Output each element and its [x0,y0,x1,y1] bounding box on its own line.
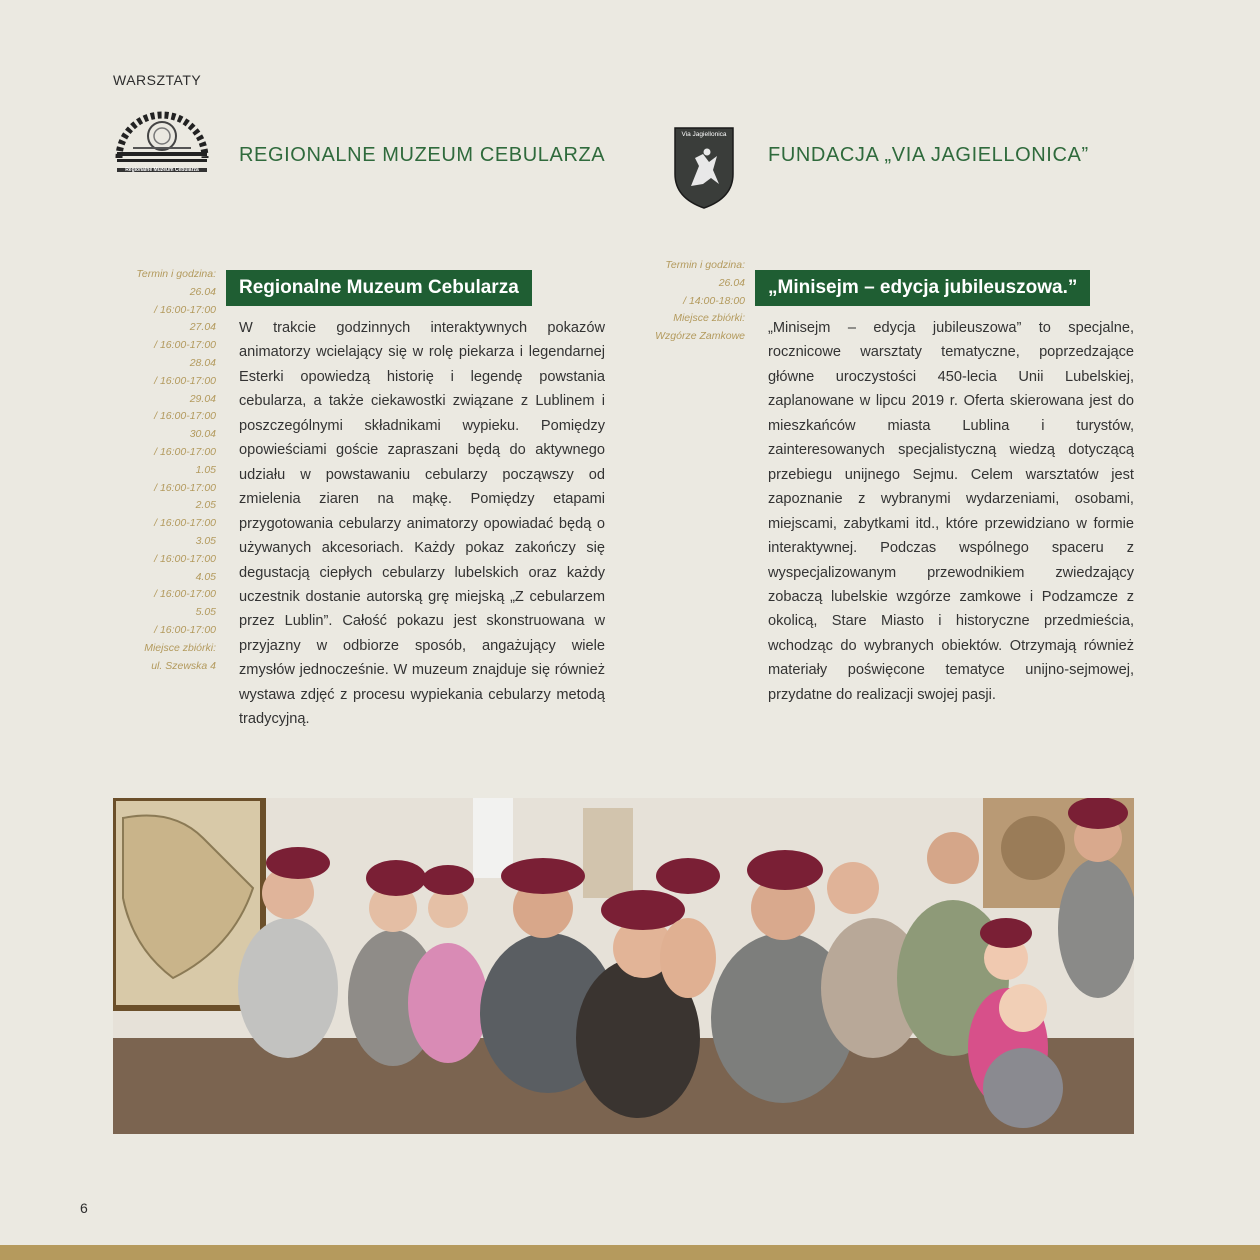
via-logo-caption: Via Jagiellonica [681,131,727,138]
meta-line: 26.04 [718,276,745,289]
meta-line: 3.05 [195,534,216,547]
left-event-description: W trakcie godzinnych interaktywnych pokazów animatorzy wcielający się w rolę piekarza i legendarnej Esterki opowiedzą historię i legendę powstania cebularza, a także ciekawostki związane z Lublinem i poszczególnymi składnikami wypieku. Pomiędzy opowieściami goście zapraszani będą do aktywnego udziału w powstawaniu cebularzy począwszy od zmielenia ziaren na mąkę. Pomiędzy etapami przygotowania cebularzy animatorzy opowiadać będą o używanych akcesoriach. Każdy pokaz zakończy się degustacją ciepłych cebularzy lubelskich oraz każdy uczestnik dostanie autorską grę miejską „Z cebularzem przez Lublin”. Całość pokazu jest skonstruowana w przyjazny w odbiorze sposób, angażujący wiele zmysłów jednocześnie. W muzeum znajduje się również wystawa zdjęć z procesu wypiekania cebularzy metodą tradycyjną. [239,320,605,728]
meta-line: Miejsce zbiórki: [673,312,745,325]
meta-line: 28.04 [189,356,216,369]
meta-line: / 16:00-17:00 [154,445,216,458]
section-label: WARSZTATY [113,72,202,88]
meta-line: / 14:00-18:00 [683,294,745,307]
meta-line: / 16:00-17:00 [154,623,216,636]
museum-logo-caption: Regionalne Muzeum Cebularza [125,167,199,173]
meta-line: / 16:00-17:00 [154,481,216,494]
meta-line: Termin i godzina: [136,268,216,280]
meta-line: ul. Szewska 4 [151,659,216,672]
right-event-title: „Minisejm – edycja jubileuszowa.” [755,270,1090,306]
workshop-photo [113,798,1134,1134]
bottom-gold-bar [0,1245,1260,1260]
meta-line: 29.04 [189,392,216,405]
meta-line: Miejsce zbiórki: [144,641,216,654]
meta-line: / 16:00-17:00 [154,517,216,530]
meta-line: / 16:00-17:00 [154,374,216,387]
meta-line: 5.05 [195,606,216,619]
meta-line: Wzgórze Zamkowe [655,330,745,343]
meta-line: / 16:00-17:00 [154,303,216,316]
meta-line: 2.05 [195,499,216,512]
right-event-description: „Minisejm – edycja jubileuszowa” to specjalne, rocznicowe warsztaty tematyczne, poprzedzające główne uroczystości 450-lecia Unii Lubelskiej, zaplanowane w lipcu 2019 r. Oferta skierowana jest do mieszkańców miasta Lublina i turystów, zainteresowanych specjalistyczną wiedzą dotyczącą przebiegu unijnego Sejmu. Celem warsztatów jest zapoznanie z wybranymi wydarzeniami, osobami, miejscami, zabytkami itd., które przewidziano w formie interaktywnej. Podczas wspólnego spaceru z wyspecjalizowanym przewodnikiem zwiedzający zobaczą lubelskie wzgórze zamkowe i Podzamcze z okolicą, Stare Miasto i historyczne przedmieścia, wchodząc do wybranych obiektów. Otrzymają również materiały poświęcone tematyce unijno-sejmowej, przydatne do realizacji swojej pasji. [768,320,1134,703]
meta-line: 26.04 [189,285,216,298]
meta-line: / 16:00-17:00 [154,339,216,352]
left-org-title: REGIONALNE MUZEUM CEBULARZA [239,144,606,166]
museum-logo [113,108,211,178]
meta-line: 4.05 [195,570,216,583]
meta-line: 27.04 [189,321,216,334]
meta-line: / 16:00-17:00 [154,552,216,565]
page-number: 6 [80,1200,88,1216]
workshop-photo-illustration [113,798,1134,1134]
meta-line: / 16:00-17:00 [154,410,216,423]
left-event-meta [116,266,216,675]
meta-line: / 16:00-17:00 [154,588,216,601]
right-event-meta [635,257,745,346]
meta-line: 1.05 [195,463,216,476]
right-org-title: FUNDACJA „VIA JAGIELLONICA” [768,144,1089,166]
meta-line: 30.04 [189,428,216,441]
left-event-title: Regionalne Muzeum Cebularza [226,270,532,306]
meta-line: Termin i godzina: [665,259,745,271]
via-jagiellonica-logo [673,126,735,210]
